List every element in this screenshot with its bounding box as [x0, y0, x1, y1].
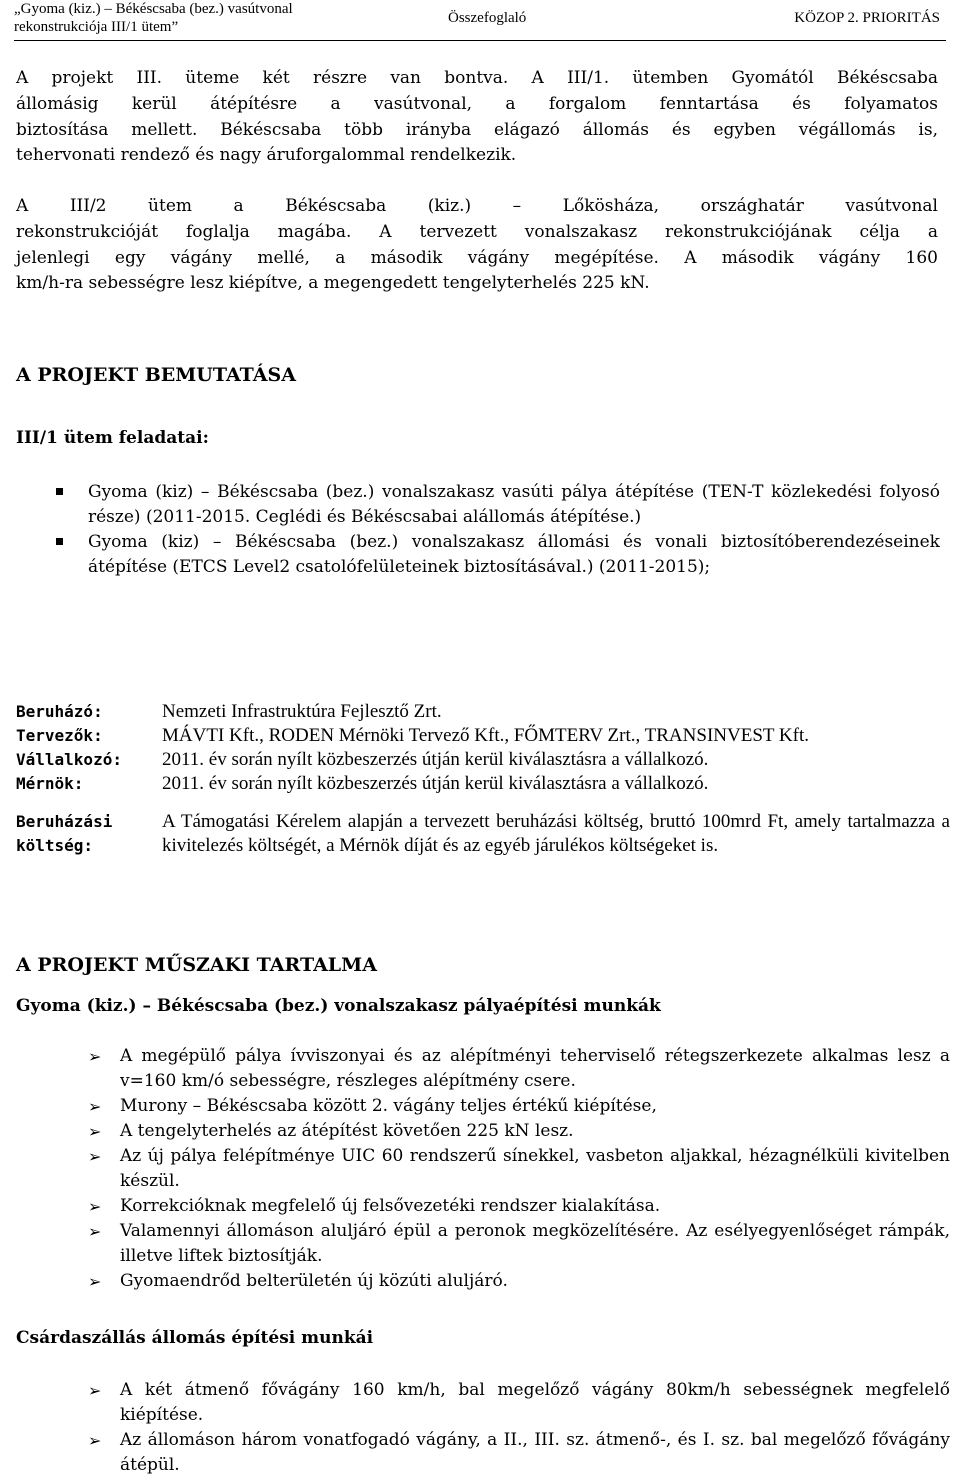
- arrow-bullet-icon: ➢: [88, 1097, 102, 1116]
- intro-paragraph-2: A III/2 ütem a Békéscsaba (kiz.) – Lőkösháza, országhatár vasútvonal rekonstrukcióját foglalja magába. A tervezett vonalszakasz rekonstrukciójának célja a jelenlegi egy vágány mellé, a második vágány megépítése. A második vágány 160 km/h-ra sebességre lesz kiépítve, a megengedett tengelyterhelés 225 kN.: [16, 196, 938, 294]
- list-item: ➢ Gyomaendrőd belterületén új közúti aluljáró.: [88, 1269, 950, 1294]
- list-item: ➢ A két átmenő fővágány 160 km/h, bal megelőző vágány 80km/h sebességnek megfelelő kiépítése.: [88, 1380, 950, 1425]
- arrow-bullet-icon: ➢: [88, 1222, 102, 1241]
- list-item: ➢ Valamennyi állomáson aluljáró épül a peronok megközelítésére. Az esélyegyenlőséget rámpák, illetve liftek biztosítják.: [88, 1221, 950, 1266]
- list-item: ➢ Korrekcióknak megfelelő új felsővezetéki rendszer kialakítása.: [88, 1194, 950, 1219]
- list-item: ➢ Az új pálya felépítménye UIC 60 rendszerű sínekkel, vasbeton aljakkal, hézagnélküli kivitelben készül.: [88, 1146, 950, 1191]
- list-item: Gyoma (kiz) – Békéscsaba (bez.) vonalszakasz vasúti pálya átépítése (TEN-T közlekedési folyosó része) (2011-2015. Ceglédi és Békéscsabai alállomás átépítése.): [56, 480, 940, 530]
- info-row-investor: Beruházó: Nemzeti Infrastruktúra Fejlesztő Zrt.: [16, 701, 442, 722]
- phase-task-list: [56, 480, 940, 580]
- info-row-engineer: Mérnök: 2011. év során nyílt közbeszerzés útján kerül kiválasztásra a vállalkozó.: [16, 773, 709, 794]
- header-priority: KÖZOP 2. PRIORITÁS: [794, 10, 940, 26]
- section-subtitle-track-works: Gyoma (kiz.) – Békéscsaba (bez.) vonalszakasz pályaépítési munkák: [16, 996, 661, 1016]
- section-subtitle-station-works: Csárdaszállás állomás építési munkái: [16, 1328, 374, 1348]
- arrow-bullet-icon: ➢: [88, 1147, 102, 1166]
- intro-paragraph-1: A projekt III. üteme két részre van bontva. A III/1. ütemben Gyomától Békéscsaba állomásig kerül átépítésre a vasútvonal, a forgalom fenntartása és folyamatos biztosítása mellett. Békéscsaba több irányba elágazó állomás és egyben végállomás is, tehervonati rendező és nagy áruforgalommal rendelkezik.: [16, 68, 938, 166]
- page-header: [14, 0, 946, 41]
- list-item: ➢ Az állomáson három vonatfogadó vágány, a II., III. sz. átmenő-, és I. sz. bal megelőző fővágány átépül.: [88, 1430, 950, 1475]
- section-title-technical-content: A PROJEKT MŰSZAKI TARTALMA: [16, 954, 377, 976]
- section-title-project-presentation: A PROJEKT BEMUTATÁSA: [16, 364, 296, 386]
- info-row-contractor: Vállalkozó: 2011. év során nyílt közbeszerzés útján kerül kiválasztásra a vállalkozó.: [16, 749, 709, 770]
- section-subtitle-phase-tasks: III/1 ütem feladatai:: [16, 428, 209, 448]
- list-item: Gyoma (kiz) – Békéscsaba (bez.) vonalszakasz állomási és vonali biztosítóberendezéseinek átépítése (ETCS Level2 csatolófelületeinek biztosításával.) (2011-2015);: [56, 530, 940, 580]
- info-row-cost: Beruházási költség: A Támogatási Kérelem alapján a tervezett beruházási költség, bruttó 100mrd Ft, amely tartalmazza a kivitelezés költségét, a Mérnök díját és az egyéb járulékos költségeket is.: [16, 811, 950, 856]
- list-item: ➢ A megépülő pálya ívviszonyai és az alépítményi teherviselő rétegszerkezete alkalmas lesz a v=160 km/ó sebességre, részleges alépítmény csere.: [88, 1046, 950, 1091]
- station-works-list: [88, 1378, 950, 1478]
- square-bullet-icon: [56, 488, 63, 495]
- track-works-list: [88, 1044, 950, 1294]
- square-bullet-icon: [56, 538, 63, 545]
- arrow-bullet-icon: ➢: [88, 1047, 102, 1066]
- info-row-designers: Tervezők: MÁVTI Kft., RODEN Mérnöki Tervező Kft., FŐMTERV Zrt., TRANSINVEST Kft.: [16, 725, 809, 746]
- project-info-block: [16, 700, 950, 858]
- arrow-bullet-icon: ➢: [88, 1431, 102, 1450]
- header-section: Összefoglaló: [448, 10, 527, 26]
- arrow-bullet-icon: ➢: [88, 1381, 102, 1400]
- list-item: ➢ Murony – Békéscsaba között 2. vágány teljes értékű kiépítése,: [88, 1094, 950, 1119]
- list-item: ➢ A tengelyterhelés az átépítést követően 225 kN lesz.: [88, 1119, 950, 1144]
- arrow-bullet-icon: ➢: [88, 1272, 102, 1291]
- arrow-bullet-icon: ➢: [88, 1122, 102, 1141]
- header-document-title: „Gyoma (kiz.) – Békéscsaba (bez.) vasútvonal rekonstrukciója III/1 ütem”: [14, 1, 293, 35]
- arrow-bullet-icon: ➢: [88, 1197, 102, 1216]
